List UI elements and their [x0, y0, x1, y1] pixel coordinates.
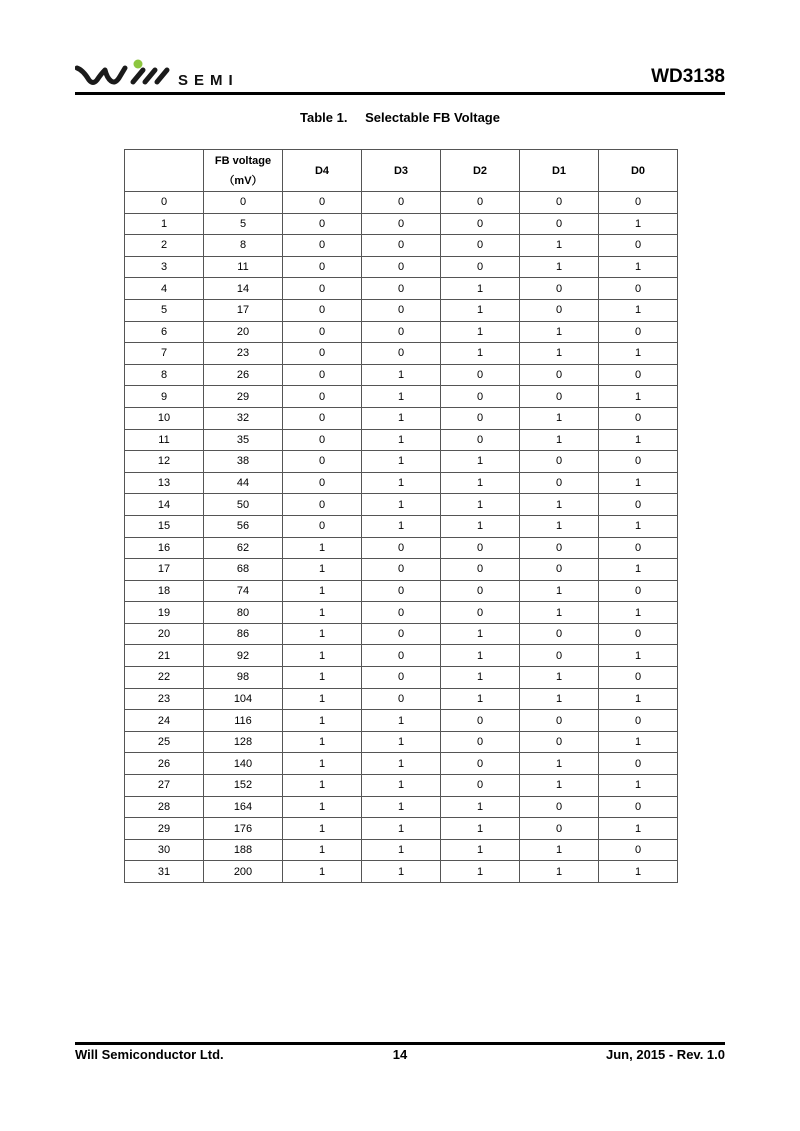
part-number: WD3138 [651, 66, 725, 87]
cell-index: 4 [125, 278, 204, 300]
cell-d0: 1 [599, 688, 678, 710]
cell-d1: 1 [520, 235, 599, 257]
cell-d4: 1 [283, 839, 362, 861]
cell-d1: 1 [520, 775, 599, 797]
cell-fb-voltage: 80 [204, 602, 283, 624]
cell-d3: 0 [362, 688, 441, 710]
cell-index: 23 [125, 688, 204, 710]
cell-index: 7 [125, 343, 204, 365]
cell-d2: 0 [441, 256, 520, 278]
cell-d3: 1 [362, 731, 441, 753]
cell-d2: 0 [441, 731, 520, 753]
cell-index: 21 [125, 645, 204, 667]
cell-d3: 0 [362, 580, 441, 602]
cell-d2: 0 [441, 213, 520, 235]
table-row [125, 667, 678, 689]
table-caption [0, 110, 800, 125]
table-row [125, 278, 678, 300]
cell-index: 22 [125, 667, 204, 689]
footer-date-revision: Jun, 2015 - Rev. 1.0 [606, 1047, 725, 1062]
column-header-d4: D4 [283, 150, 362, 192]
cell-d0: 1 [599, 386, 678, 408]
cell-d2: 1 [441, 451, 520, 473]
cell-d1: 1 [520, 343, 599, 365]
cell-d1: 0 [520, 278, 599, 300]
cell-fb-voltage: 17 [204, 299, 283, 321]
cell-fb-voltage: 38 [204, 451, 283, 473]
cell-d1: 0 [520, 537, 599, 559]
cell-d3: 0 [362, 256, 441, 278]
cell-d3: 0 [362, 299, 441, 321]
cell-d1: 1 [520, 667, 599, 689]
cell-fb-voltage: 86 [204, 623, 283, 645]
table-row [125, 515, 678, 537]
cell-d2: 0 [441, 192, 520, 214]
fb-voltage-table [124, 149, 678, 883]
cell-d3: 1 [362, 429, 441, 451]
cell-d1: 1 [520, 580, 599, 602]
cell-fb-voltage: 200 [204, 861, 283, 883]
table-row [125, 753, 678, 775]
cell-d4: 0 [283, 235, 362, 257]
column-header-fb-voltage [204, 150, 283, 192]
table-caption-title: Selectable FB Voltage [365, 110, 500, 125]
cell-fb-voltage: 29 [204, 386, 283, 408]
cell-d1: 1 [520, 839, 599, 861]
cell-d0: 0 [599, 364, 678, 386]
table-row [125, 623, 678, 645]
cell-d3: 1 [362, 407, 441, 429]
column-header-index [125, 150, 204, 192]
cell-d3: 1 [362, 364, 441, 386]
column-header-d3: D3 [362, 150, 441, 192]
cell-d1: 1 [520, 688, 599, 710]
cell-d1: 0 [520, 451, 599, 473]
cell-d3: 0 [362, 602, 441, 624]
cell-d2: 1 [441, 343, 520, 365]
cell-index: 24 [125, 710, 204, 732]
cell-d2: 1 [441, 688, 520, 710]
cell-d3: 0 [362, 623, 441, 645]
cell-d3: 0 [362, 537, 441, 559]
cell-d4: 1 [283, 559, 362, 581]
cell-d2: 1 [441, 321, 520, 343]
cell-d2: 0 [441, 580, 520, 602]
page-header [75, 52, 725, 94]
cell-d3: 1 [362, 515, 441, 537]
cell-d4: 0 [283, 256, 362, 278]
cell-d0: 1 [599, 256, 678, 278]
cell-index: 10 [125, 407, 204, 429]
cell-d1: 1 [520, 861, 599, 883]
cell-d2: 0 [441, 602, 520, 624]
cell-fb-voltage: 92 [204, 645, 283, 667]
cell-d2: 0 [441, 364, 520, 386]
cell-index: 26 [125, 753, 204, 775]
cell-d3: 0 [362, 667, 441, 689]
cell-index: 28 [125, 796, 204, 818]
cell-d2: 0 [441, 559, 520, 581]
cell-d1: 1 [520, 602, 599, 624]
cell-d1: 0 [520, 710, 599, 732]
cell-d4: 0 [283, 494, 362, 516]
cell-d4: 0 [283, 321, 362, 343]
cell-index: 2 [125, 235, 204, 257]
cell-d1: 0 [520, 818, 599, 840]
cell-index: 5 [125, 299, 204, 321]
cell-d0: 0 [599, 407, 678, 429]
cell-d3: 1 [362, 472, 441, 494]
cell-index: 31 [125, 861, 204, 883]
table-row [125, 494, 678, 516]
cell-fb-voltage: 152 [204, 775, 283, 797]
cell-d3: 0 [362, 278, 441, 300]
cell-d2: 1 [441, 861, 520, 883]
cell-d0: 0 [599, 710, 678, 732]
cell-d1: 1 [520, 256, 599, 278]
cell-d1: 0 [520, 645, 599, 667]
cell-d2: 1 [441, 299, 520, 321]
table-row [125, 386, 678, 408]
cell-d4: 1 [283, 731, 362, 753]
cell-d3: 0 [362, 213, 441, 235]
cell-fb-voltage: 23 [204, 343, 283, 365]
table-row [125, 580, 678, 602]
cell-index: 11 [125, 429, 204, 451]
cell-d2: 1 [441, 818, 520, 840]
footer-divider [75, 1042, 725, 1045]
cell-d4: 1 [283, 861, 362, 883]
table-row [125, 321, 678, 343]
cell-d1: 1 [520, 515, 599, 537]
cell-d4: 0 [283, 192, 362, 214]
cell-d3: 1 [362, 818, 441, 840]
cell-d1: 0 [520, 559, 599, 581]
cell-d3: 1 [362, 386, 441, 408]
cell-d4: 0 [283, 386, 362, 408]
cell-fb-voltage: 56 [204, 515, 283, 537]
table-row [125, 299, 678, 321]
cell-d3: 0 [362, 321, 441, 343]
cell-d0: 0 [599, 537, 678, 559]
cell-d0: 1 [599, 472, 678, 494]
table-row [125, 364, 678, 386]
cell-fb-voltage: 50 [204, 494, 283, 516]
cell-d4: 0 [283, 451, 362, 473]
cell-index: 20 [125, 623, 204, 645]
cell-d2: 0 [441, 386, 520, 408]
table-row [125, 796, 678, 818]
table-row [125, 688, 678, 710]
cell-fb-voltage: 26 [204, 364, 283, 386]
table-row [125, 343, 678, 365]
cell-index: 8 [125, 364, 204, 386]
cell-d2: 0 [441, 710, 520, 732]
table-row [125, 235, 678, 257]
cell-fb-voltage: 11 [204, 256, 283, 278]
cell-d1: 0 [520, 192, 599, 214]
cell-fb-voltage: 32 [204, 407, 283, 429]
table-row [125, 775, 678, 797]
cell-d3: 1 [362, 494, 441, 516]
footer-company: Will Semiconductor Ltd. [75, 1047, 224, 1062]
cell-index: 3 [125, 256, 204, 278]
cell-d3: 1 [362, 775, 441, 797]
cell-d3: 0 [362, 559, 441, 581]
will-semi-logo [75, 58, 255, 92]
cell-d1: 1 [520, 429, 599, 451]
cell-d0: 1 [599, 213, 678, 235]
cell-d0: 0 [599, 451, 678, 473]
cell-d3: 0 [362, 343, 441, 365]
cell-d2: 1 [441, 645, 520, 667]
cell-d0: 1 [599, 602, 678, 624]
cell-d3: 1 [362, 839, 441, 861]
cell-d1: 0 [520, 386, 599, 408]
cell-d0: 0 [599, 623, 678, 645]
page-footer [75, 1047, 725, 1065]
cell-d2: 1 [441, 278, 520, 300]
fb-voltage-unit: （mV） [223, 174, 263, 187]
cell-d0: 0 [599, 321, 678, 343]
cell-d3: 0 [362, 192, 441, 214]
column-header-d0: D0 [599, 150, 678, 192]
cell-fb-voltage: 14 [204, 278, 283, 300]
cell-d4: 0 [283, 299, 362, 321]
cell-d2: 0 [441, 775, 520, 797]
cell-d4: 1 [283, 537, 362, 559]
cell-index: 6 [125, 321, 204, 343]
cell-d4: 0 [283, 407, 362, 429]
cell-d0: 0 [599, 494, 678, 516]
cell-d4: 1 [283, 796, 362, 818]
cell-index: 17 [125, 559, 204, 581]
cell-fb-voltage: 104 [204, 688, 283, 710]
cell-d4: 1 [283, 753, 362, 775]
cell-d0: 1 [599, 861, 678, 883]
table-caption-label: Table 1. [300, 110, 348, 125]
cell-d0: 0 [599, 667, 678, 689]
cell-d2: 0 [441, 235, 520, 257]
will-logo-icon [75, 58, 175, 92]
cell-index: 29 [125, 818, 204, 840]
table-row [125, 429, 678, 451]
table-row [125, 710, 678, 732]
cell-d4: 0 [283, 213, 362, 235]
cell-d4: 0 [283, 364, 362, 386]
cell-d4: 0 [283, 515, 362, 537]
cell-d3: 1 [362, 861, 441, 883]
cell-index: 18 [125, 580, 204, 602]
cell-fb-voltage: 116 [204, 710, 283, 732]
cell-d3: 1 [362, 753, 441, 775]
cell-d4: 1 [283, 602, 362, 624]
cell-d2: 1 [441, 623, 520, 645]
cell-d0: 1 [599, 645, 678, 667]
table-row [125, 451, 678, 473]
cell-d0: 1 [599, 515, 678, 537]
cell-d1: 0 [520, 299, 599, 321]
cell-d0: 1 [599, 818, 678, 840]
cell-fb-voltage: 44 [204, 472, 283, 494]
cell-index: 9 [125, 386, 204, 408]
cell-fb-voltage: 98 [204, 667, 283, 689]
cell-d3: 1 [362, 796, 441, 818]
table-body [125, 192, 678, 883]
cell-index: 13 [125, 472, 204, 494]
cell-fb-voltage: 128 [204, 731, 283, 753]
cell-d2: 1 [441, 796, 520, 818]
cell-index: 1 [125, 213, 204, 235]
cell-index: 14 [125, 494, 204, 516]
cell-d3: 1 [362, 451, 441, 473]
cell-d3: 0 [362, 645, 441, 667]
cell-d4: 0 [283, 343, 362, 365]
cell-fb-voltage: 0 [204, 192, 283, 214]
cell-d0: 1 [599, 731, 678, 753]
cell-d2: 0 [441, 537, 520, 559]
cell-d4: 1 [283, 775, 362, 797]
table-row [125, 602, 678, 624]
cell-d4: 1 [283, 688, 362, 710]
cell-d0: 1 [599, 775, 678, 797]
cell-d0: 0 [599, 839, 678, 861]
cell-d1: 1 [520, 753, 599, 775]
cell-index: 19 [125, 602, 204, 624]
cell-d1: 0 [520, 472, 599, 494]
cell-index: 27 [125, 775, 204, 797]
cell-d0: 0 [599, 192, 678, 214]
cell-d2: 1 [441, 667, 520, 689]
table-row [125, 731, 678, 753]
cell-d4: 1 [283, 818, 362, 840]
table-row [125, 213, 678, 235]
cell-index: 16 [125, 537, 204, 559]
cell-d1: 0 [520, 364, 599, 386]
footer-page-number: 14 [392, 1047, 408, 1062]
cell-d3: 1 [362, 710, 441, 732]
cell-d1: 0 [520, 213, 599, 235]
cell-d0: 1 [599, 343, 678, 365]
cell-fb-voltage: 5 [204, 213, 283, 235]
cell-fb-voltage: 74 [204, 580, 283, 602]
cell-d0: 1 [599, 429, 678, 451]
table-row [125, 818, 678, 840]
cell-d4: 1 [283, 710, 362, 732]
table-row [125, 559, 678, 581]
cell-d2: 0 [441, 429, 520, 451]
cell-d4: 0 [283, 278, 362, 300]
cell-fb-voltage: 176 [204, 818, 283, 840]
cell-index: 0 [125, 192, 204, 214]
cell-d4: 0 [283, 472, 362, 494]
cell-fb-voltage: 188 [204, 839, 283, 861]
cell-d0: 0 [599, 796, 678, 818]
column-header-d1: D1 [520, 150, 599, 192]
cell-fb-voltage: 8 [204, 235, 283, 257]
cell-index: 15 [125, 515, 204, 537]
cell-d4: 1 [283, 667, 362, 689]
cell-d2: 1 [441, 472, 520, 494]
cell-fb-voltage: 140 [204, 753, 283, 775]
table-row [125, 645, 678, 667]
cell-d2: 1 [441, 839, 520, 861]
cell-d2: 0 [441, 407, 520, 429]
cell-d0: 0 [599, 753, 678, 775]
cell-d4: 1 [283, 623, 362, 645]
table-row [125, 256, 678, 278]
table-row [125, 537, 678, 559]
cell-d2: 1 [441, 494, 520, 516]
cell-d2: 0 [441, 753, 520, 775]
cell-d1: 1 [520, 407, 599, 429]
table-row [125, 407, 678, 429]
cell-d0: 1 [599, 299, 678, 321]
cell-index: 25 [125, 731, 204, 753]
cell-fb-voltage: 35 [204, 429, 283, 451]
cell-fb-voltage: 20 [204, 321, 283, 343]
cell-d0: 0 [599, 580, 678, 602]
cell-d4: 1 [283, 645, 362, 667]
column-header-d2: D2 [441, 150, 520, 192]
table-header-row [125, 150, 678, 192]
cell-d0: 0 [599, 235, 678, 257]
cell-d1: 1 [520, 321, 599, 343]
cell-index: 30 [125, 839, 204, 861]
cell-d2: 1 [441, 515, 520, 537]
logo-text: SEMI [178, 72, 239, 89]
cell-d3: 0 [362, 235, 441, 257]
cell-d1: 0 [520, 796, 599, 818]
cell-d1: 1 [520, 494, 599, 516]
cell-index: 12 [125, 451, 204, 473]
cell-fb-voltage: 62 [204, 537, 283, 559]
table-row [125, 839, 678, 861]
cell-d1: 0 [520, 731, 599, 753]
cell-d0: 0 [599, 278, 678, 300]
table-row [125, 192, 678, 214]
cell-d4: 0 [283, 429, 362, 451]
cell-d4: 1 [283, 580, 362, 602]
fb-voltage-label: FB voltage [214, 154, 272, 167]
table-row [125, 861, 678, 883]
header-divider [75, 92, 725, 95]
cell-d1: 0 [520, 623, 599, 645]
cell-fb-voltage: 164 [204, 796, 283, 818]
cell-fb-voltage: 68 [204, 559, 283, 581]
cell-d0: 1 [599, 559, 678, 581]
table-row [125, 472, 678, 494]
